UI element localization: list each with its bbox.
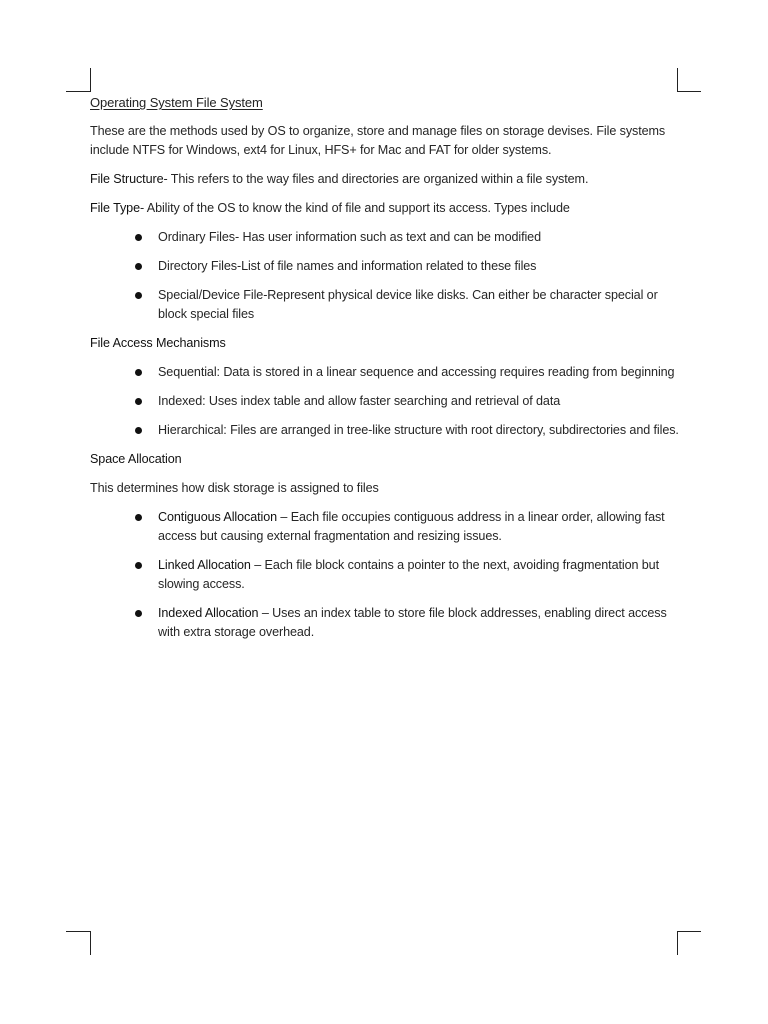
file-structure-text: - This refers to the way files and directories are organized within a file system. <box>163 172 589 186</box>
document-title: Operating System File System <box>90 95 263 110</box>
space-list <box>90 508 680 642</box>
list-item-text: – Uses an index table to store file block addresses, enabling direct access with extra storage overhead. <box>158 606 667 639</box>
list-item-text: Special/Device File-Represent physical device like disks. Can either be character special or block special files <box>158 288 658 321</box>
list-item-text: – Each file block contains a pointer to the next, avoiding fragmentation but slowing access. <box>158 558 659 591</box>
list-item <box>90 508 680 546</box>
list-item-text: Directory Files-List of file names and information related to these files <box>158 259 537 273</box>
file-type-term: File Type <box>90 201 140 215</box>
list-item <box>90 392 680 411</box>
list-item <box>90 556 680 594</box>
list-item-text: Ordinary Files- Has user information such as text and can be modified <box>158 230 541 244</box>
bullet-icon <box>135 234 142 241</box>
file-structure-paragraph <box>90 170 680 189</box>
crop-mark-bottom-right-horizontal <box>677 931 701 932</box>
file-structure-term: File Structure <box>90 172 164 186</box>
file-type-paragraph <box>90 199 680 218</box>
list-item <box>90 286 680 324</box>
file-type-text: - Ability of the OS to know the kind of file and support its access. Types include <box>139 201 570 215</box>
file-type-list <box>90 228 680 324</box>
crop-mark-bottom-left-vertical <box>90 931 91 955</box>
list-item-text: Hierarchical: Files are arranged in tree-like structure with root directory, subdirectories and files. <box>158 423 679 437</box>
crop-mark-top-left-vertical <box>90 68 91 92</box>
bullet-icon <box>135 398 142 405</box>
list-item-term: Linked Allocation <box>158 558 251 572</box>
list-item <box>90 257 680 276</box>
bullet-icon <box>135 514 142 521</box>
bullet-icon <box>135 369 142 376</box>
crop-mark-top-left-horizontal <box>66 91 90 92</box>
list-item-term: Contiguous Allocation <box>158 510 278 524</box>
access-list <box>90 363 680 440</box>
space-heading: Space Allocation <box>90 452 182 466</box>
list-item-text: – Each file occupies contiguous address in a linear order, allowing fast access but causing external fragmentation and resizing issues. <box>158 510 665 543</box>
bullet-icon <box>135 292 142 299</box>
list-item-text: Sequential: Data is stored in a linear sequence and accessing requires reading from beginning <box>158 365 675 379</box>
crop-mark-top-right-horizontal <box>677 91 701 92</box>
list-item <box>90 421 680 440</box>
list-item <box>90 363 680 382</box>
bullet-icon <box>135 610 142 617</box>
list-item-text: Indexed: Uses index table and allow faster searching and retrieval of data <box>158 394 561 408</box>
list-item <box>90 604 680 642</box>
list-item <box>90 228 680 247</box>
intro-paragraph: These are the methods used by OS to organize, store and manage files on storage devises. File systems include NTFS for Windows, ext4 for Linux, HFS+ for Mac and FAT for older systems. <box>90 124 666 157</box>
document-body <box>90 93 680 652</box>
bullet-icon <box>135 263 142 270</box>
crop-mark-top-right-vertical <box>677 68 678 92</box>
crop-mark-bottom-right-vertical <box>677 931 678 955</box>
access-heading: File Access Mechanisms <box>90 336 226 350</box>
bullet-icon <box>135 562 142 569</box>
list-item-term: Indexed Allocation <box>158 606 259 620</box>
space-intro: This determines how disk storage is assigned to files <box>90 481 379 495</box>
crop-mark-bottom-left-horizontal <box>66 931 90 932</box>
bullet-icon <box>135 427 142 434</box>
